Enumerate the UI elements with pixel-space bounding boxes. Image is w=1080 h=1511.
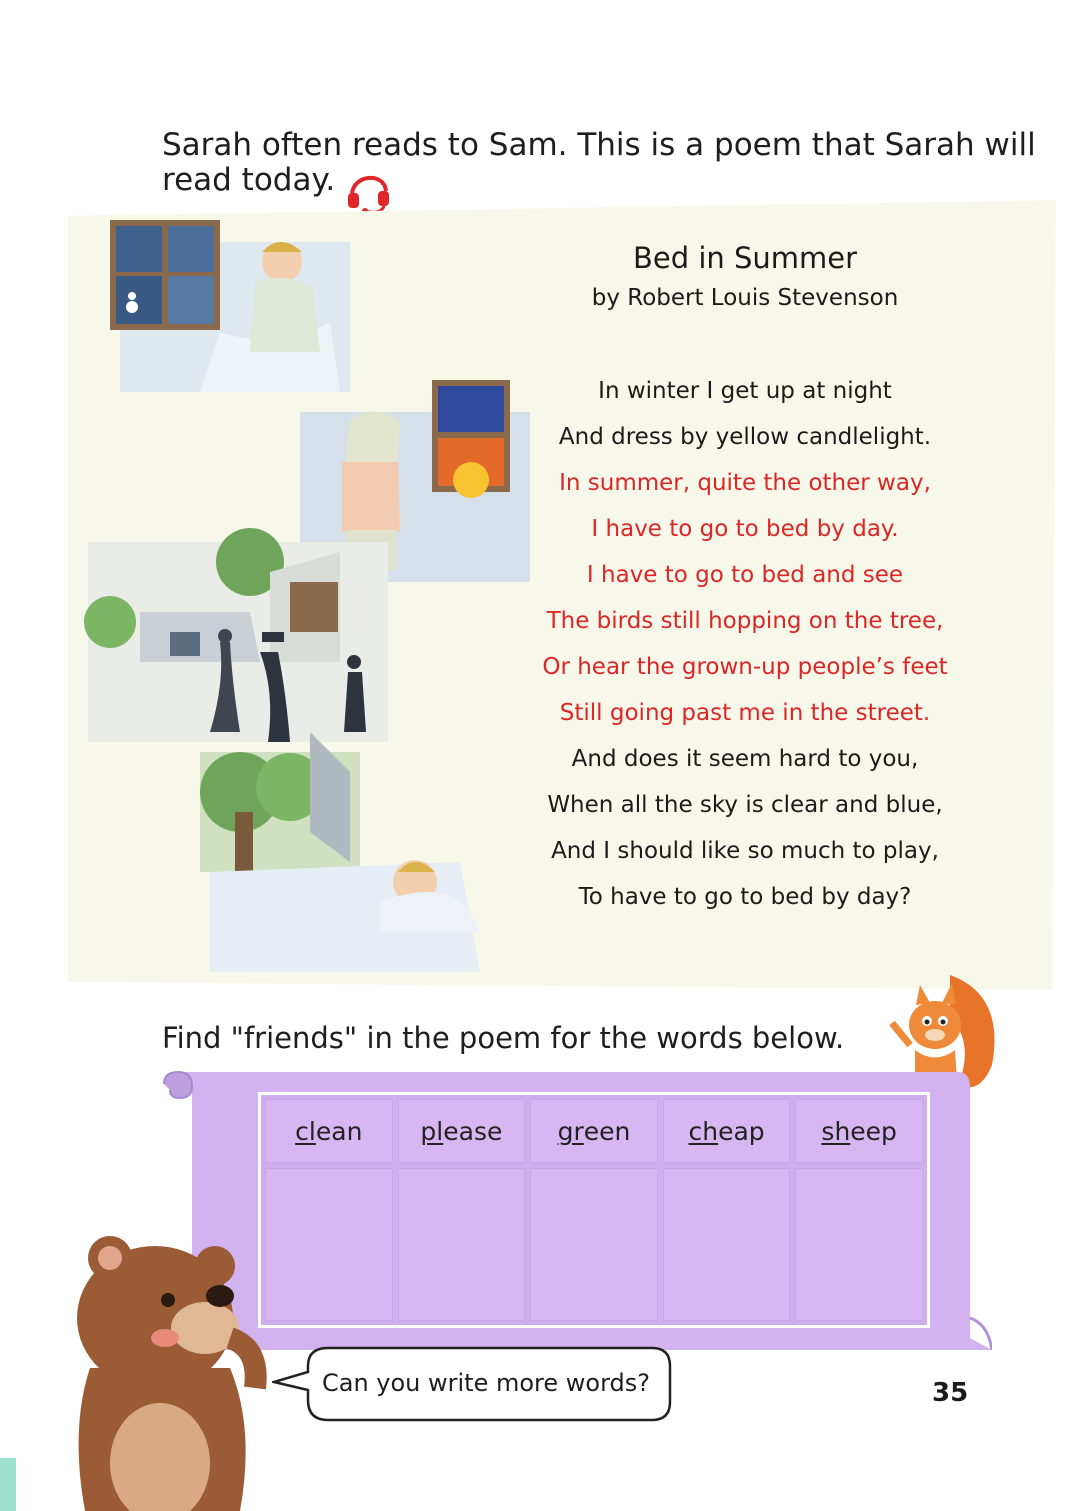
poem	[500, 236, 990, 920]
poem-line: And dress by yellow candlelight.	[558, 424, 932, 450]
word-header-sheep: sh eep	[795, 1099, 923, 1163]
poem-line-highlighted: Still going past me in the street.	[559, 700, 931, 726]
intro-text	[162, 127, 1036, 198]
poem-illustration	[80, 212, 540, 972]
speech-bubble-text: Can you write more words?	[321, 1369, 651, 1397]
poem-line: To have to go to bed by day?	[578, 884, 912, 910]
poem-line-highlighted: The birds still hopping on the tree,	[546, 608, 944, 634]
answer-cell-sheep[interactable]	[795, 1168, 923, 1321]
intro-line-2: read today.	[162, 162, 336, 198]
answer-cell-please[interactable]	[398, 1168, 526, 1321]
street-scene	[84, 528, 388, 742]
poem-line-highlighted: I have to go to bed and see	[586, 562, 904, 588]
answer-cell-green[interactable]	[530, 1168, 658, 1321]
answer-cell-cheap[interactable]	[663, 1168, 791, 1321]
word-header-please: pl ease	[398, 1099, 526, 1163]
poem-line: And does it seem hard to you,	[571, 746, 919, 772]
poem-line-highlighted: In summer, quite the other way,	[559, 470, 931, 496]
poem-author: by Robert Louis Stevenson	[591, 285, 899, 311]
word-header-green: gr een	[530, 1099, 658, 1163]
bear-illustration	[40, 1228, 290, 1511]
task-instruction: Find "friends" in the poem for the words below.	[162, 1021, 845, 1055]
poem-line: In winter I get up at night	[598, 378, 892, 404]
word-header-clean: cl ean	[265, 1099, 393, 1163]
corner-tab	[0, 1458, 16, 1511]
poem-title: Bed in Summer	[632, 241, 858, 275]
word-table	[258, 1092, 930, 1328]
page-number: 35	[932, 1378, 969, 1408]
poem-line-highlighted: I have to go to bed by day.	[591, 516, 899, 542]
winter-scene	[110, 220, 350, 392]
poem-line: When all the sky is clear and blue,	[547, 792, 943, 818]
poem-line: And I should like so much to play,	[551, 838, 939, 864]
word-header-cheap: ch eap	[663, 1099, 791, 1163]
headphones-icon[interactable]	[344, 165, 392, 217]
bedtime-scene	[200, 732, 480, 972]
intro-line-1: Sarah often reads to Sam. This is a poem that Sarah will	[162, 127, 1036, 163]
poem-lines	[500, 368, 990, 920]
poem-line-highlighted: Or hear the grown-up people’s feet	[542, 654, 948, 680]
